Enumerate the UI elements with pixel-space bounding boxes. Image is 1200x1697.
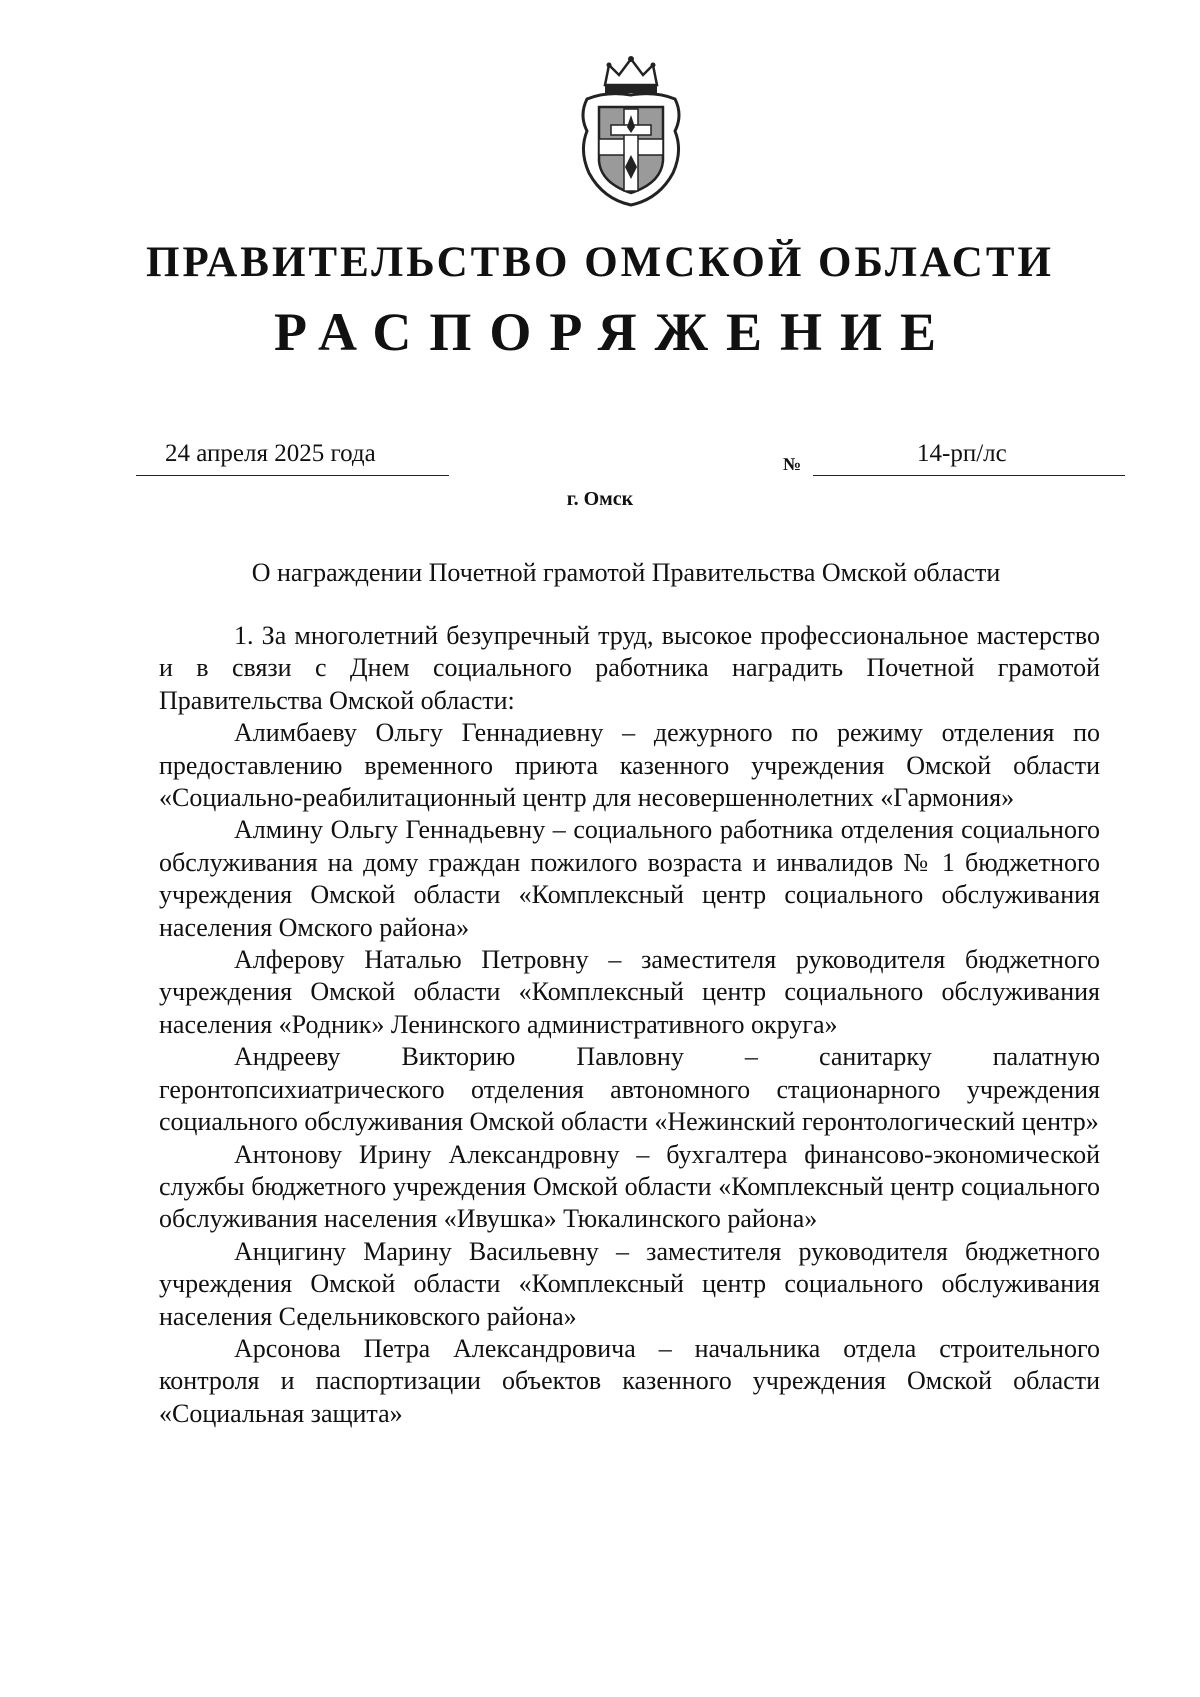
document-type-title: РАСПОРЯЖЕНИЕ: [273, 302, 955, 362]
document-date: 24 апреля 2025 года: [165, 440, 376, 467]
document-subject: О награждении Почетной грамотой Правительства Омской области: [251, 558, 1001, 587]
government-title: ПРАВИТЕЛЬСТВО ОМСКОЙ ОБЛАСТИ: [146, 239, 1054, 286]
number-sign: №: [783, 454, 802, 474]
document-number: 14-рп/лс: [917, 440, 1007, 467]
award-entry: Алферову Наталью Петровну – заместителя руководителя бюджетного учреждения Омской области «Комплексный центр социального обслуживания населения «Родник» Ленинского административного округа»: [159, 945, 1100, 1039]
award-entry: Арсонова Петра Александровича – начальника отдела строительного контроля и паспортизации объектов казенного учреждения Омской области «Социальная защита»: [159, 1333, 1100, 1428]
paragraph-intro: 1. За многолетний безупречный труд, высокое профессиональное мастерство и в связи с Днем социального работника наградить Почетной грамотой Правительства Омской области:: [159, 621, 1100, 715]
award-entry: Андрееву Викторию Павловну – санитарку палатную геронтопсихиатрического отделения автономного стационарного учреждения социального обслуживания Омской области «Нежинский геронтологический центр»: [159, 1042, 1100, 1137]
award-entry: Алмину Ольгу Геннадьевну – социального работника отделения социального обслуживания на дому граждан пожилого возраста и инвалидов № 1 бюджетного учреждения Омской области «Комплексный центр социального обслуживания населения Омского района»: [159, 815, 1100, 942]
document-body: [159, 620, 1100, 1430]
coat-of-arms-icon: [575, 55, 687, 207]
award-entry: Алимбаеву Ольгу Геннадиевну – дежурного по режиму отделения по предоставлению временного приюта казенного учреждения Омской области «Социально-реабилитационный центр для несовершеннолетних «Гармония»: [159, 718, 1100, 813]
city: г. Омск: [566, 488, 634, 510]
award-entry: Антонову Ирину Александровну – бухгалтера финансово-экономической службы бюджетного учреждения Омской области «Комплексный центр социального обслуживания населения «Ивушка» Тюкалинского района»: [159, 1139, 1100, 1234]
award-entry: Анцигину Марину Васильевну – заместителя руководителя бюджетного учреждения Омской области «Комплексный центр социального обслуживания населения Седельниковского района»: [159, 1236, 1100, 1331]
